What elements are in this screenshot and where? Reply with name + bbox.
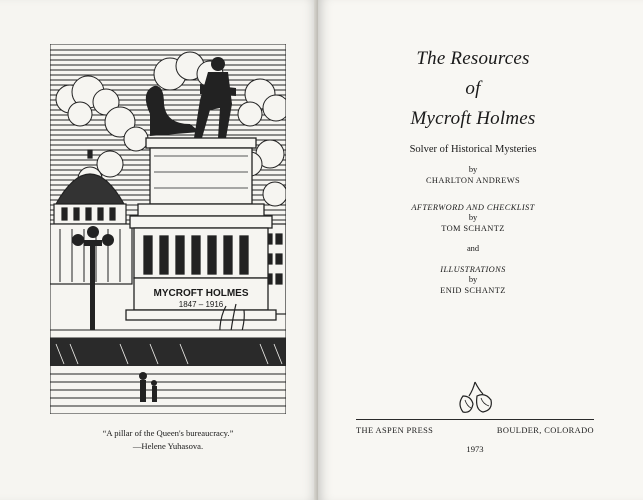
subtitle: Solver of Historical Mysteries — [409, 144, 537, 155]
title-line-1: The Resources — [416, 48, 530, 69]
by-label-2: by — [468, 213, 478, 222]
by-label-1: by — [468, 165, 478, 174]
statue-dates-text: 1847 – 1916 — [178, 300, 224, 309]
afterword-label: AFTERWORD AND CHECKLIST — [411, 203, 535, 212]
publisher-name: THE ASPEN PRESS — [356, 426, 434, 435]
illustration-caption — [50, 427, 286, 453]
author-name: CHARLTON ANDREWS — [425, 176, 521, 185]
and-label: and — [466, 244, 480, 253]
caption-attribution: —Helene Yuhasova. — [132, 441, 204, 451]
publisher-location: BOULDER, COLORADO — [496, 426, 594, 435]
afterword-author: TOM SCHANTZ — [441, 224, 505, 233]
woodcut-illustration — [50, 44, 286, 414]
title-page-block — [358, 44, 588, 296]
statue-name-text: MYCROFT HOLMES — [153, 288, 249, 299]
illustrations-label: ILLUSTRATIONS — [440, 265, 506, 274]
caption-quote: “A pillar of the Queen's bureaucracy.” — [102, 428, 234, 438]
title-line-3: Mycroft Holmes — [410, 108, 536, 129]
publication-year: 1973 — [466, 444, 484, 454]
by-label-3: by — [468, 275, 478, 284]
title-line-2: of — [465, 78, 481, 99]
aspen-leaves-logo — [455, 380, 495, 416]
left-page — [0, 0, 318, 500]
publisher-rule — [356, 419, 594, 420]
illustrator-name: ENID SCHANTZ — [440, 286, 506, 295]
